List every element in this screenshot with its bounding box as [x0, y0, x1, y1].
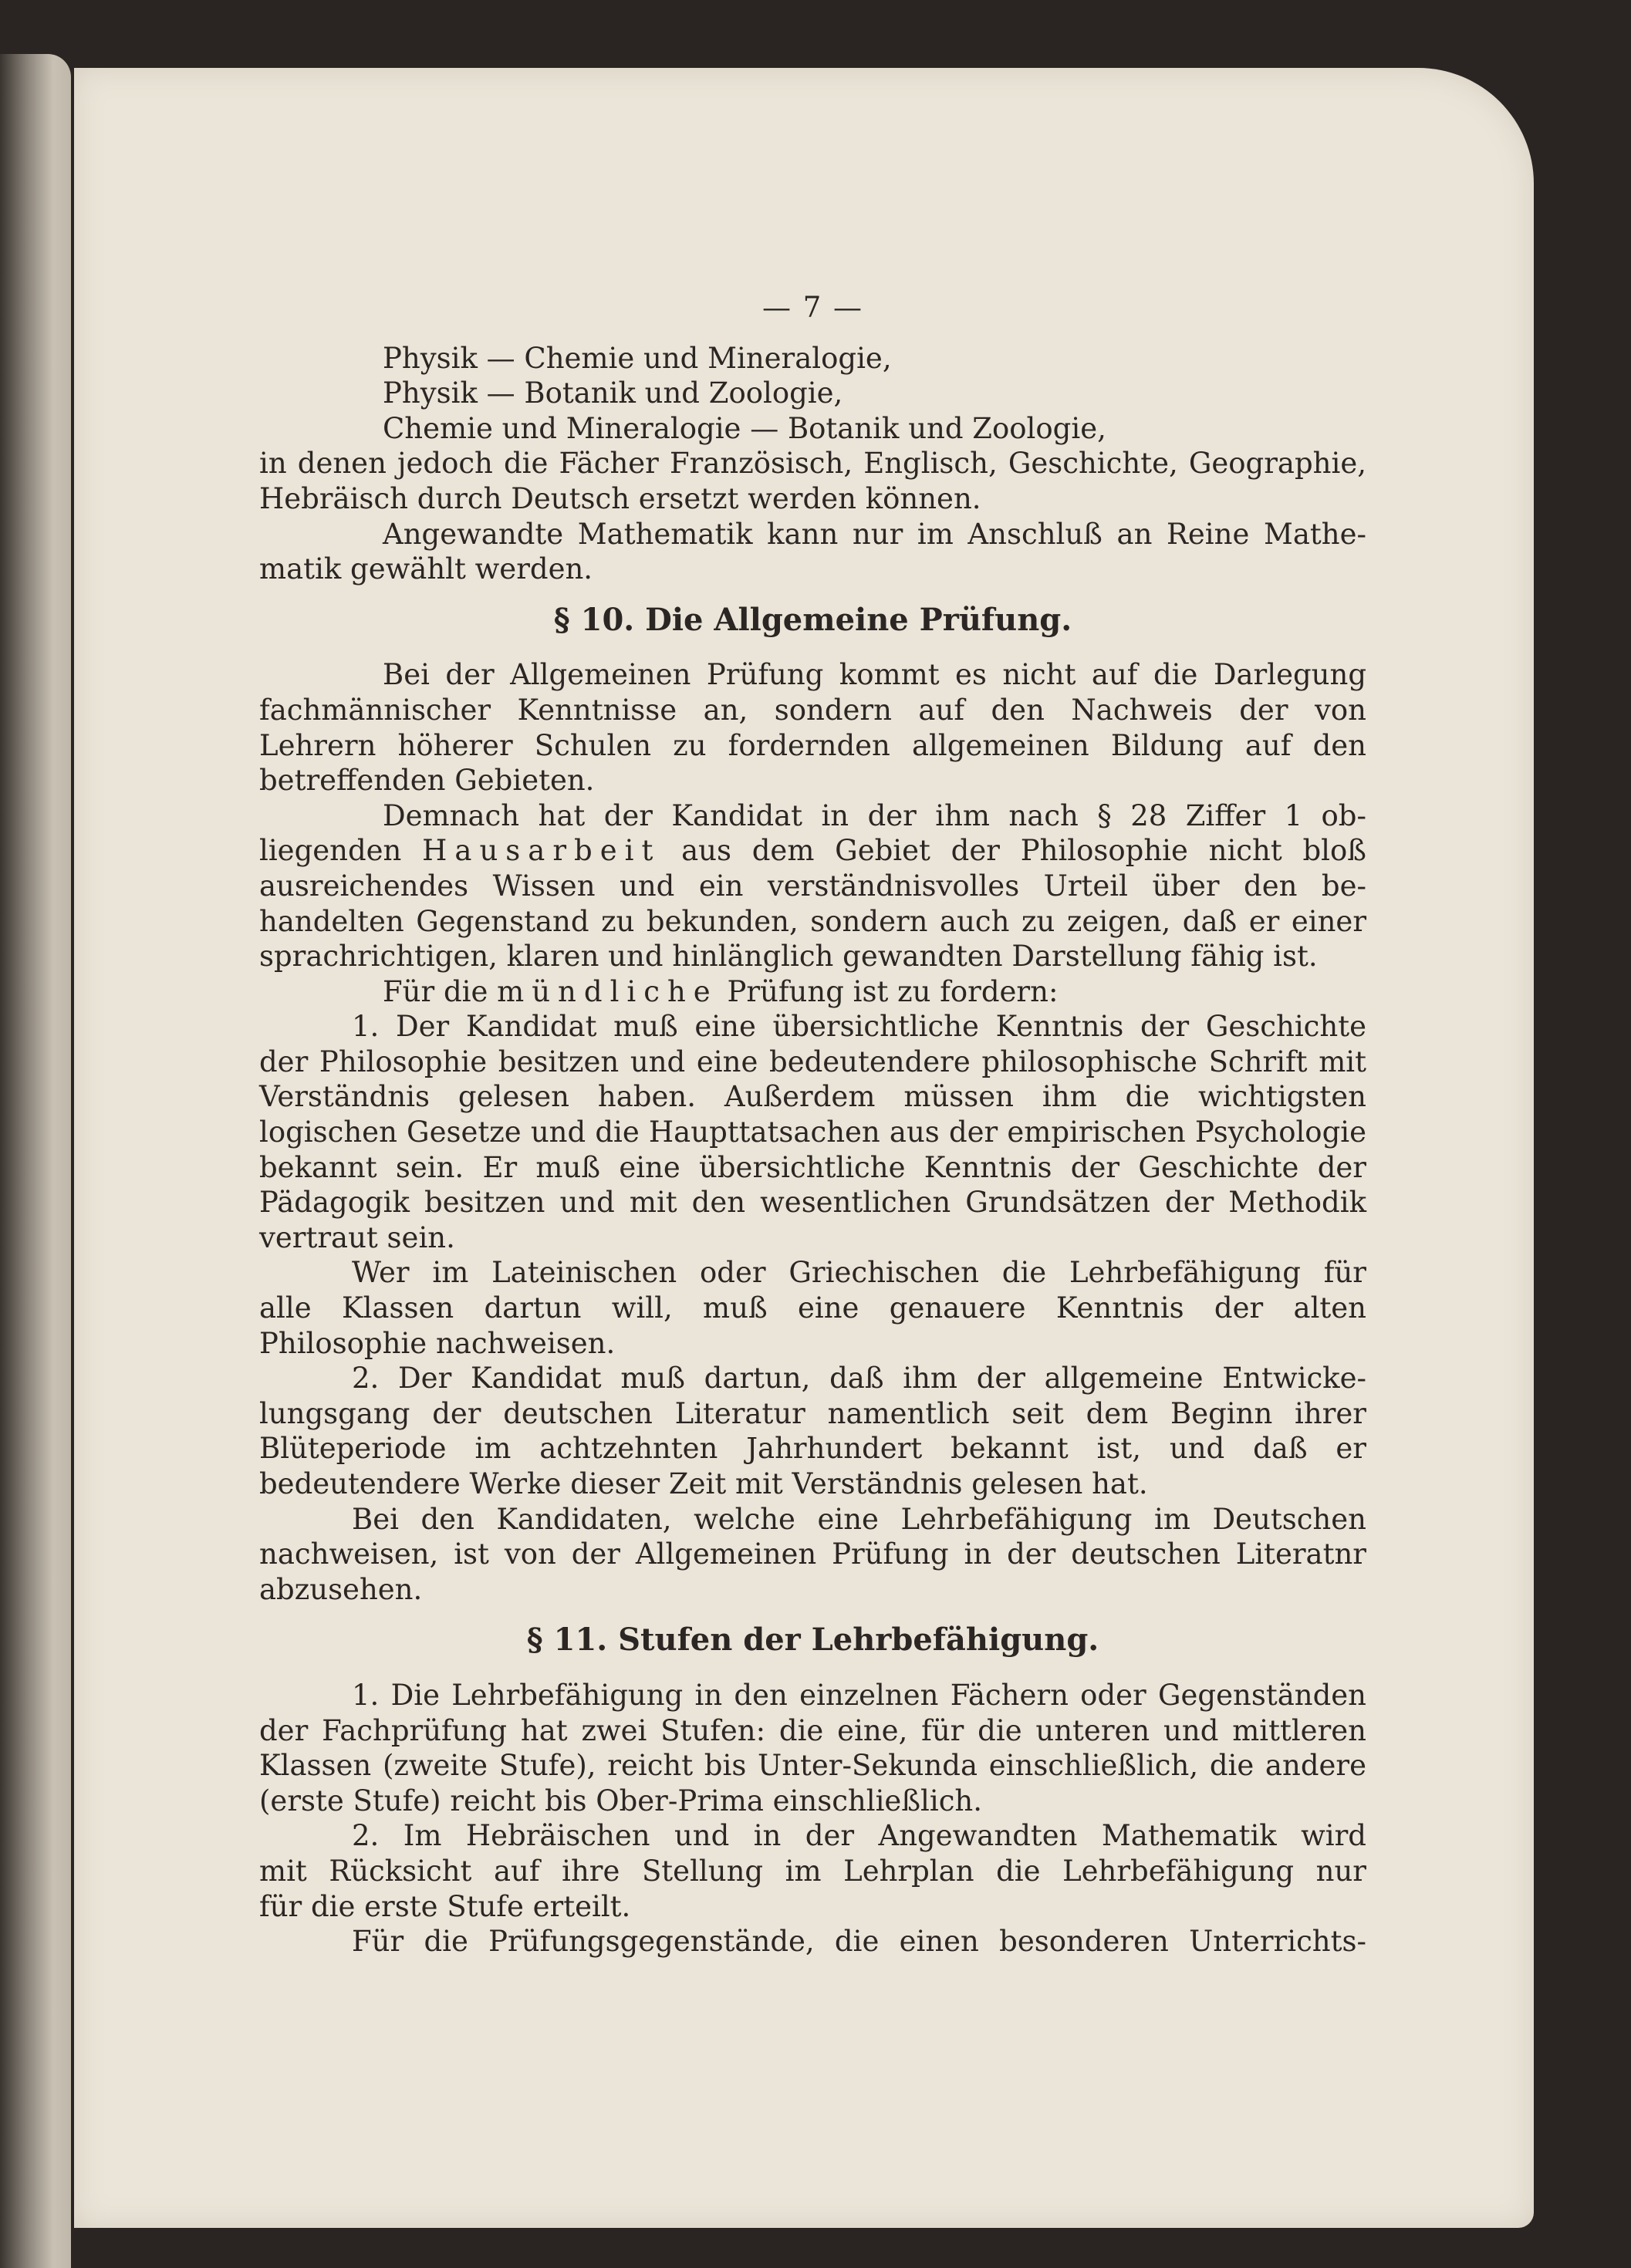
text-line	[259, 974, 1366, 1010]
text-line: bedeutendere Werke dieser Zeit mit Verständnis gelesen hat.	[259, 1467, 1148, 1500]
text-line: Bei der Allgemeinen Prüfung kommt es nicht auf die Darlegung	[383, 658, 1366, 692]
text-line: Philosophie nachweisen.	[259, 1326, 616, 1360]
emphasized-word: mündliche	[497, 974, 718, 1008]
text-line: in denen jedoch die Fächer Französisch, Englisch, Geschichte, Geographie,	[259, 447, 1366, 481]
text-line: nachweisen, ist von der Allgemeinen Prüfung in der deutschen Literatnr	[259, 1537, 1366, 1571]
text-fragment: liegenden	[259, 834, 423, 868]
text-line: lungsgang der deutschen Literatur namentlich seit dem Beginn ihrer	[259, 1396, 1366, 1430]
text-line: betreffenden Gebieten.	[259, 764, 595, 798]
text-line: bekannt sein. Er muß eine übersichtliche Kenntnis der Geschichte der	[259, 1150, 1366, 1184]
text-line: für die erste Stufe erteilt.	[259, 1889, 631, 1923]
text-fragment: Für die	[383, 974, 498, 1008]
combo-line-3: Chemie und Mineralogie — Botanik und Zoologie,	[383, 411, 1106, 445]
text-line: matik gewählt werden.	[259, 552, 593, 586]
text-line: Klassen (zweite Stufe), reicht bis Unter-Sekunda einschließlich, die andere	[259, 1749, 1366, 1783]
text-line: Wer im Lateinischen oder Griechischen die Lehrbefähigung für	[352, 1256, 1366, 1290]
section-heading-10: § 10. Die Allgemeine Prüfung.	[553, 601, 1072, 638]
text-line: logischen Gesetze und die Haupttatsachen aus der empirischen Psychologie	[259, 1115, 1366, 1149]
text-line: mit Rücksicht auf ihre Stellung im Lehrplan die Lehrbefähigung nur	[259, 1854, 1366, 1888]
text-line: Demnach hat der Kandidat in der ihm nach § 28 Ziffer 1 ob-	[383, 798, 1366, 832]
text-line: der Philosophie besitzen und eine bedeutendere philosophische Schrift mit	[259, 1045, 1366, 1078]
text-line: Lehrern höherer Schulen zu fordernden allgemeinen Bildung auf den	[259, 728, 1366, 762]
book-page	[74, 68, 1534, 2228]
text-line: 1. Der Kandidat muß eine übersichtliche Kenntnis der Geschichte	[352, 1010, 1366, 1044]
combo-line-2: Physik — Botanik und Zoologie,	[383, 376, 843, 410]
adjacent-page-edge	[0, 54, 71, 2268]
text-line: der Fachprüfung hat zwei Stufen: die eine, für die unteren und mittleren	[259, 1713, 1366, 1747]
text-fragment: Prüfung ist zu fordern:	[718, 974, 1059, 1008]
text-line: Für die Prüfungsgegenstände, die einen besonderen Unterrichts-	[352, 1925, 1366, 1959]
text-line: ausreichendes Wissen und ein verständnisvolles Urteil über den be-	[259, 869, 1366, 903]
text-line: Hebräisch durch Deutsch ersetzt werden können.	[259, 481, 981, 515]
text-line: abzusehen.	[259, 1572, 423, 1606]
text-line: fachmännischer Kenntnisse an, sondern auf den Nachweis der von	[259, 693, 1366, 727]
text-line: vertraut sein.	[259, 1220, 455, 1254]
combo-line-1: Physik — Chemie und Mineralogie,	[383, 341, 892, 375]
text-fragment: aus dem Gebiet der Philosophie nicht bloß	[660, 834, 1366, 868]
text-line: alle Klassen dartun will, muß eine genauere Kenntnis der alten	[259, 1291, 1366, 1325]
page-number: — 7 —	[761, 291, 864, 324]
text-line: handelten Gegenstand zu bekunden, sondern auch zu zeigen, daß er einer	[259, 904, 1366, 938]
emphasized-word: Hausarbeit	[422, 834, 661, 868]
text-line: Verständnis gelesen haben. Außerdem müssen ihm die wichtigsten	[259, 1080, 1366, 1114]
text-line: (erste Stufe) reicht bis Ober-Prima einschließlich.	[259, 1784, 983, 1817]
section-heading-11: § 11. Stufen der Lehrbefähigung.	[526, 1622, 1099, 1659]
text-line: Bei den Kandidaten, welche eine Lehrbefähigung im Deutschen	[352, 1502, 1366, 1536]
text-line: 2. Der Kandidat muß dartun, daß ihm der allgemeine Entwicke-	[352, 1362, 1366, 1396]
text-line	[259, 833, 1366, 869]
text-line: 2. Im Hebräischen und in der Angewandten Mathematik wird	[352, 1819, 1366, 1853]
text-line: Blüteperiode im achtzehnten Jahrhundert bekannt ist, und daß er	[259, 1432, 1366, 1466]
text-line: sprachrichtigen, klaren und hinlänglich gewandten Darstellung fähig ist.	[259, 940, 1318, 974]
page-text	[259, 290, 1366, 1959]
text-line: Angewandte Mathematik kann nur im Anschluß an Reine Mathe-	[383, 517, 1366, 551]
text-line: 1. Die Lehrbefähigung in den einzelnen Fächern oder Gegenständen	[352, 1678, 1366, 1712]
text-line: Pädagogik besitzen und mit den wesentlichen Grundsätzen der Methodik	[259, 1186, 1366, 1220]
